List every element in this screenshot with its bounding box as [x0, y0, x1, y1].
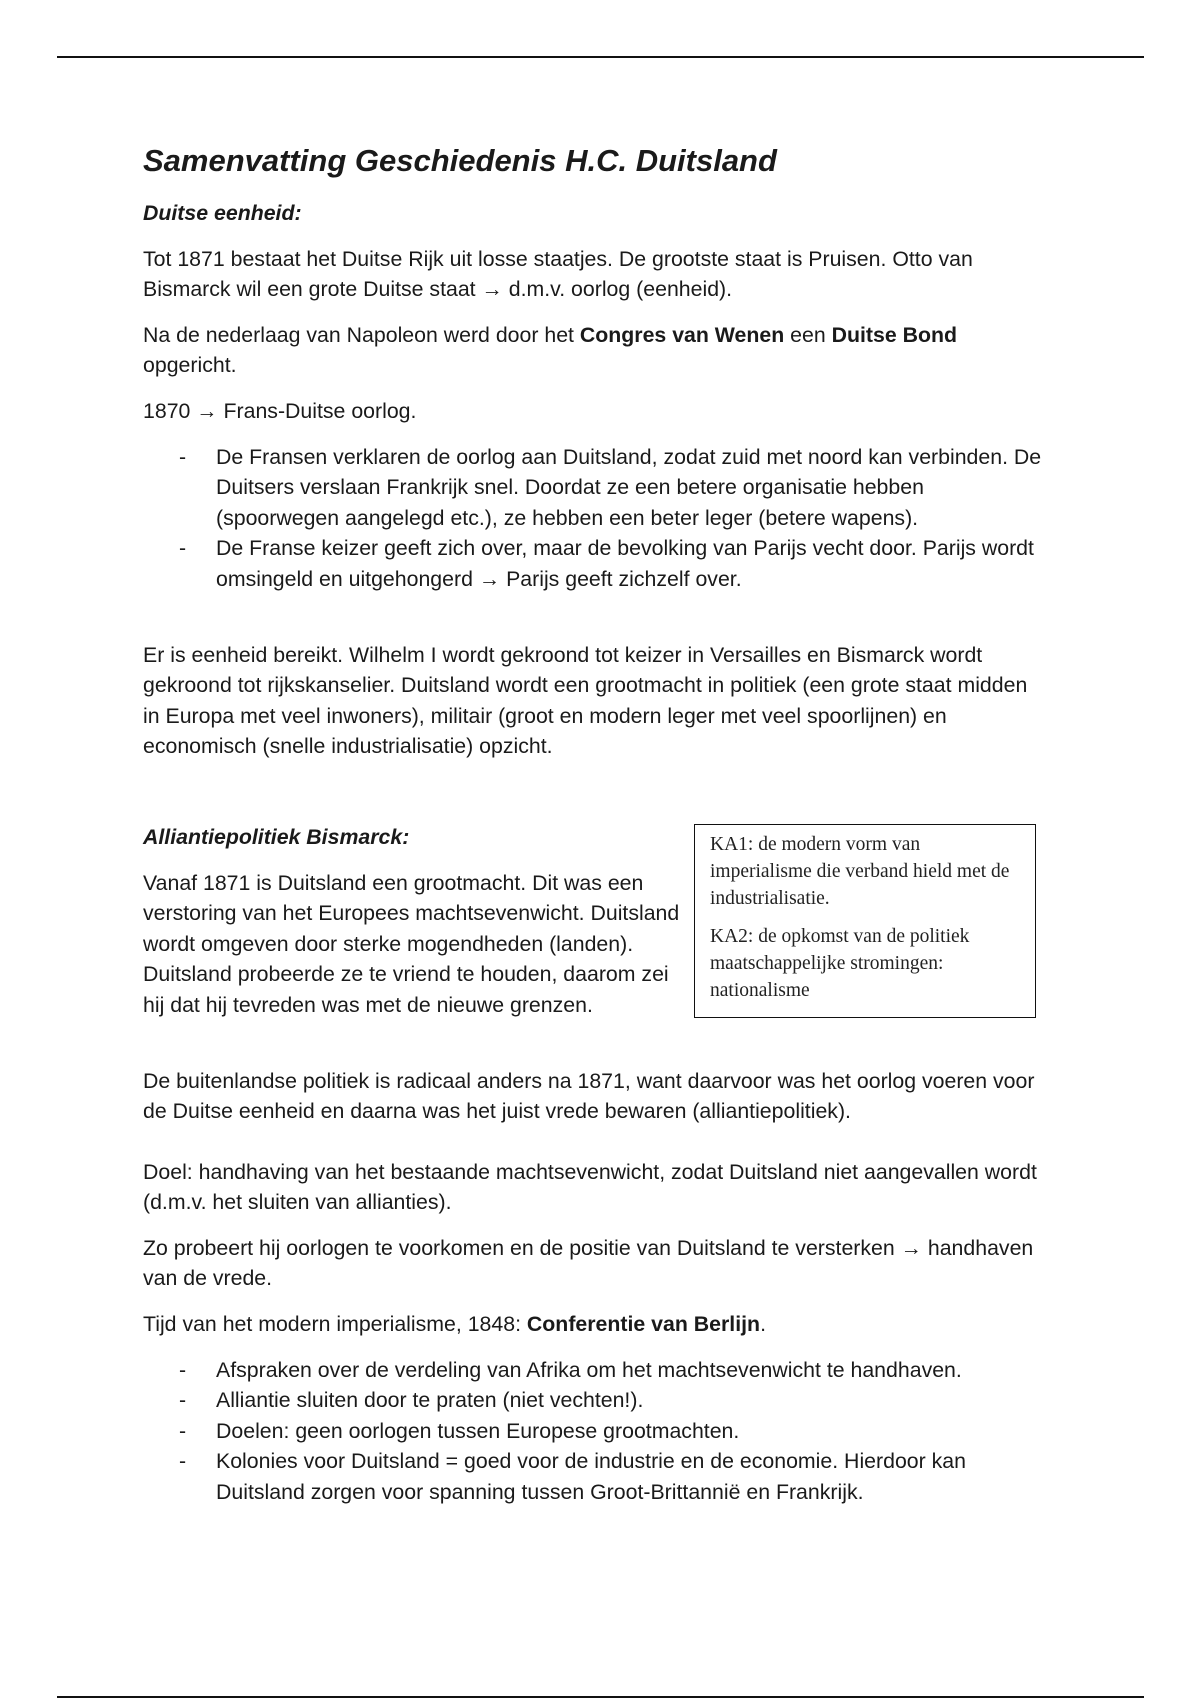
paragraph: Er is eenheid bereikt. Wilhelm I wordt gekroond tot keizer in Versailles en Bismarck wordt gekroond tot rijkskanselier. Duitsland wordt een grootmacht in politiek (een grote staat midden in Europa met veel inwoners), militair (groot en modern leger met veel spoorlijnen) en economisch (snelle industrialisatie) opzicht. [143, 643, 1028, 759]
paragraph: Vanaf 1871 is Duitsland een grootmacht. Dit was een verstoring van het Europees machtsevenwicht. Duitsland wordt omgeven door sterke mogendheden (landen). Duitsland probeerde ze te vriend te houden, daarom zei hij dat hij tevreden was met de nieuwe grenzen. [143, 871, 680, 1017]
text-run: Na de nederlaag van Napoleon werd door het [143, 323, 580, 347]
list-item [143, 442, 1048, 533]
list-item [143, 1446, 1048, 1507]
list-item [143, 1416, 1048, 1446]
top-rule [57, 56, 1144, 58]
paragraph [143, 320, 1048, 381]
list-item [143, 1355, 1048, 1385]
bullet-dash: - [179, 1388, 187, 1413]
bottom-rule [57, 1696, 1144, 1698]
list-item-text: Kolonies voor Duitsland = goed voor de industrie en de economie. Hierdoor kan Duitsland zorgen voor spanning tussen Groot-Brittannië en Frankrijk. [216, 1449, 966, 1504]
page-title: Samenvatting Geschiedenis H.C. Duitsland [143, 143, 777, 178]
ka-info-box [694, 824, 1036, 1018]
bullet-dash: - [179, 1418, 187, 1443]
section-heading-duitse-eenheid: Duitse eenheid: [143, 201, 302, 225]
paragraph: Zo probeert hij oorlogen te voorkomen en de positie van Duitsland te versterken → handhaven van de vrede. [143, 1236, 1034, 1291]
text-run: Tijd van het modern imperialisme, 1848: [143, 1312, 527, 1336]
paragraph: Doel: handhaving van het bestaande machtsevenwicht, zodat Duitsland niet aangevallen wordt (d.m.v. het sluiten van allianties). [143, 1160, 1037, 1215]
text-run: . [760, 1312, 766, 1336]
bullet-dash: - [179, 1449, 187, 1474]
ka2-text: KA2: de opkomst van de politiek maatschappelijke stromingen: nationalisme [710, 926, 970, 1001]
paragraph: Tot 1871 bestaat het Duitse Rijk uit losse staatjes. De grootste staat is Pruisen. Otto van Bismarck wil een grote Duitse staat → d.m.v. oorlog (eenheid). [143, 247, 973, 302]
paragraph: De buitenlandse politiek is radicaal anders na 1871, want daarvoor was het oorlog voeren voor de Duitse eenheid en daarna was het juist vrede bewaren (alliantiepolitiek). [143, 1069, 1035, 1124]
text-run: opgericht. [143, 353, 237, 378]
bullet-dash: - [179, 536, 187, 561]
list-item [143, 1385, 1048, 1415]
bullet-list [143, 1355, 1048, 1507]
ka1-text: KA1: de modern vorm van imperialisme die verband hield met de industrialisatie. [710, 834, 1010, 909]
bold-term: Congres van Wenen [579, 323, 785, 347]
list-item-text: Alliantie sluiten door te praten (niet vechten!). [216, 1388, 644, 1413]
paragraph [143, 1309, 1048, 1339]
bullet-dash: - [179, 445, 187, 469]
section-heading-alliantiepolitiek: Alliantiepolitiek Bismarck: [143, 825, 410, 849]
list-item-text: Afspraken over de verdeling van Afrika om het machtsevenwicht te handhaven. [216, 1358, 962, 1382]
text-run: een [784, 323, 832, 347]
list-item [143, 533, 1048, 594]
list-item-text: Doelen: geen oorlogen tussen Europese grootmachten. [216, 1418, 740, 1443]
bullet-dash: - [179, 1358, 187, 1382]
bold-term: Duitse Bond [831, 323, 958, 347]
bullet-list [143, 442, 1048, 594]
list-item-text: De Fransen verklaren de oorlog aan Duitsland, zodat zuid met noord kan verbinden. De Duitsers verslaan Frankrijk snel. Doordat ze een betere organisatie hebben (spoorwegen aangelegd etc.), ze hebben een beter leger (betere wapens). [216, 445, 1042, 530]
list-item-text: De Franse keizer geeft zich over, maar de bevolking van Parijs vecht door. Parijs wordt omsingeld en uitgehongerd → Parijs geeft zichzelf over. [216, 536, 1034, 591]
bold-term: Conferentie van Berlijn [526, 1312, 761, 1336]
paragraph: 1870 → Frans-Duitse oorlog. [143, 399, 417, 423]
